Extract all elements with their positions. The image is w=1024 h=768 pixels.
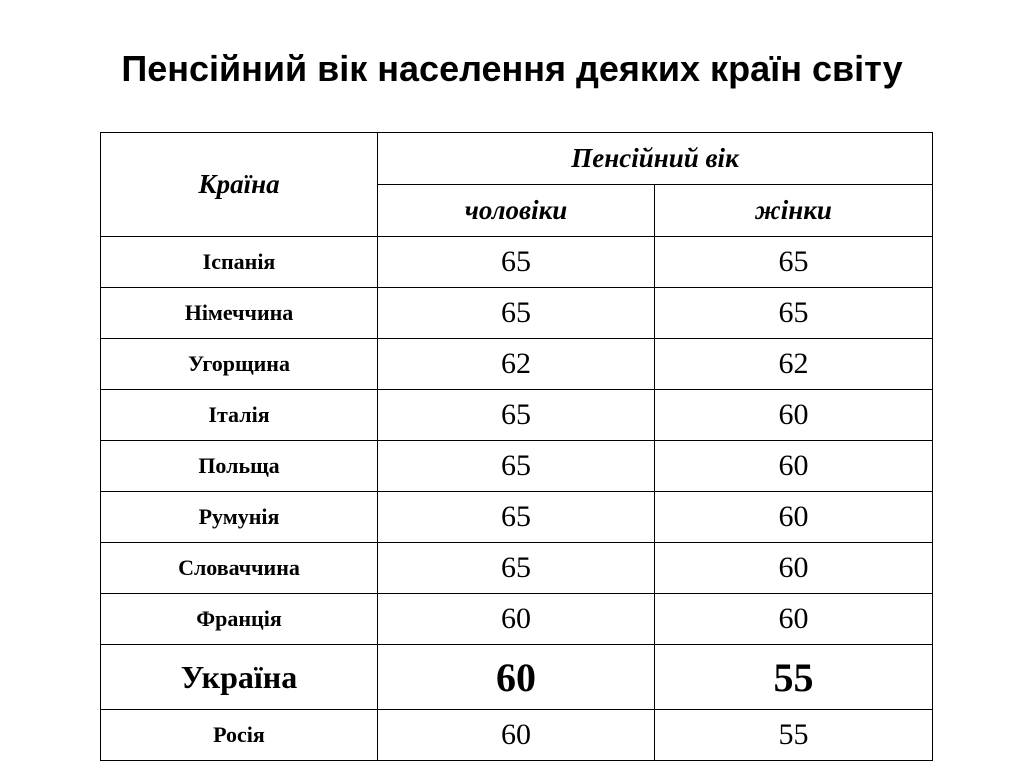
table-row (101, 288, 933, 339)
women-age-cell: 60 (655, 492, 933, 543)
country-cell: Румунія (101, 492, 378, 543)
country-cell: Угорщина (101, 339, 378, 390)
women-age-cell: 55 (655, 710, 933, 761)
women-age-cell: 60 (655, 390, 933, 441)
header-women: жінки (655, 185, 933, 237)
retirement-age-table (100, 132, 933, 761)
country-cell: Росія (101, 710, 378, 761)
women-age-cell: 65 (655, 237, 933, 288)
table-row (101, 492, 933, 543)
men-age-cell: 65 (378, 543, 655, 594)
women-age-cell: 60 (655, 441, 933, 492)
table-row (101, 543, 933, 594)
page-title: Пенсійний вік населення деяких країн світу (121, 48, 903, 89)
men-age-cell: 65 (378, 441, 655, 492)
men-age-cell: 65 (378, 237, 655, 288)
men-age-cell: 62 (378, 339, 655, 390)
table-row (101, 594, 933, 645)
table-row (101, 441, 933, 492)
table-row (101, 710, 933, 761)
country-cell: Польща (101, 441, 378, 492)
country-cell: Франція (101, 594, 378, 645)
men-age-cell: 65 (378, 390, 655, 441)
men-age-cell: 60 (378, 710, 655, 761)
table-row (101, 645, 933, 710)
men-age-cell: 65 (378, 492, 655, 543)
header-country: Країна (101, 133, 378, 237)
header-row-top (101, 133, 933, 185)
country-cell: Італія (101, 390, 378, 441)
men-age-cell: 60 (378, 645, 655, 710)
country-cell: Іспанія (101, 237, 378, 288)
header-men: чоловіки (378, 185, 655, 237)
women-age-cell: 60 (655, 594, 933, 645)
table-row (101, 237, 933, 288)
table-row (101, 339, 933, 390)
header-retirement-age: Пенсійний вік (378, 133, 933, 185)
women-age-cell: 62 (655, 339, 933, 390)
table-row (101, 390, 933, 441)
country-cell: Німеччина (101, 288, 378, 339)
women-age-cell: 65 (655, 288, 933, 339)
men-age-cell: 60 (378, 594, 655, 645)
men-age-cell: 65 (378, 288, 655, 339)
women-age-cell: 60 (655, 543, 933, 594)
country-cell: Словаччина (101, 543, 378, 594)
women-age-cell: 55 (655, 645, 933, 710)
country-cell: Україна (101, 645, 378, 710)
